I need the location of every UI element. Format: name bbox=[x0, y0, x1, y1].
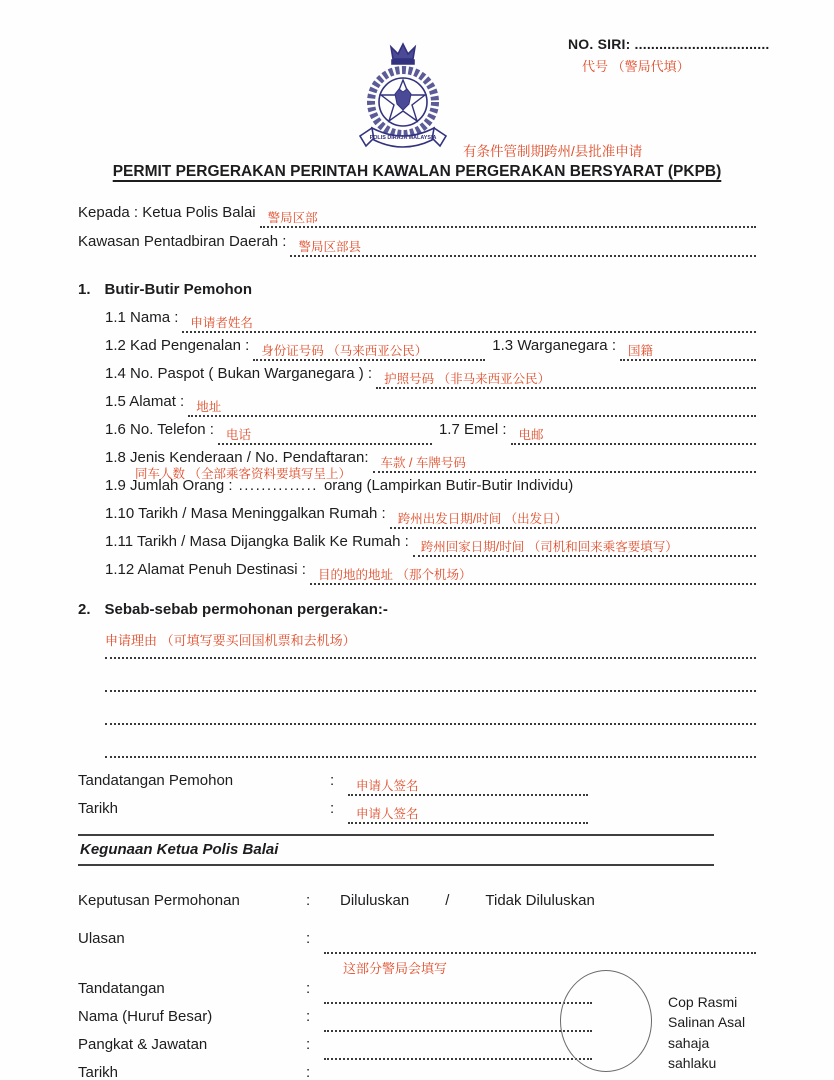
office-section-title: Kegunaan Ketua Polis Balai bbox=[80, 841, 279, 858]
keluar-label: 1.10 Tarikh / Masa Meninggalkan Rumah : bbox=[105, 505, 386, 522]
stamp-caption-line: sahlaku bbox=[668, 1054, 717, 1071]
colon: : bbox=[306, 1064, 311, 1080]
colon: : bbox=[330, 772, 335, 789]
applicant-date-write-line bbox=[348, 807, 588, 824]
applicant-date-label: Tarikh bbox=[78, 800, 119, 817]
reason-write-area bbox=[78, 646, 756, 758]
annotation-paspot: 护照号码 （非马来西亚公民） bbox=[384, 371, 551, 386]
destinasi-write-line bbox=[310, 568, 756, 585]
kad-label: 1.2 Kad Pengenalan : bbox=[105, 337, 250, 354]
form-body bbox=[0, 204, 834, 1080]
office-signature-label: Tandatangan bbox=[78, 980, 165, 997]
annotation-applicant-signature: 申请人签名 bbox=[356, 778, 419, 793]
stamp-caption-line: Cop Rasmi bbox=[668, 994, 738, 1010]
field-row-keluar bbox=[105, 505, 756, 529]
jumlah-dots: .............. bbox=[238, 477, 318, 494]
kepada-write-line bbox=[260, 211, 756, 228]
balik-label: 1.11 Tarikh / Masa Dijangka Balik Ke Rumah : bbox=[105, 533, 409, 550]
office-name-write-line bbox=[324, 1015, 592, 1032]
kawasan-write-line bbox=[290, 240, 756, 257]
stamp-caption bbox=[668, 992, 756, 1073]
field-row-keputusan bbox=[78, 892, 756, 916]
colon: : bbox=[306, 1008, 311, 1025]
annotation-kawasan: 警局区部县 bbox=[298, 239, 361, 254]
kad-write-line bbox=[253, 344, 485, 361]
alamat-label: 1.5 Alamat : bbox=[105, 393, 185, 410]
office-name-label: Nama (Huruf Besar) bbox=[78, 1008, 213, 1025]
ulasan-write-line bbox=[324, 937, 756, 954]
field-row-kawasan bbox=[78, 233, 756, 257]
colon: : bbox=[306, 980, 311, 997]
office-use-block bbox=[78, 980, 756, 1080]
annotation-kepada: 警局区部 bbox=[267, 210, 318, 225]
jumlah-label: 1.9 Jumlah Orang : bbox=[105, 477, 233, 494]
field-row-kepada bbox=[78, 204, 756, 228]
kepada-label: Kepada : Ketua Polis Balai bbox=[78, 204, 256, 221]
office-signature-write-line bbox=[324, 987, 592, 1004]
option-tidak-diluluskan: Tidak Diluluskan bbox=[485, 892, 595, 909]
balik-write-line bbox=[413, 540, 756, 557]
annotation-jumlah: 同车人数 （全部乘客资料要填写呈上） bbox=[135, 467, 351, 481]
office-rank-label: Pangkat & Jawatan bbox=[78, 1036, 208, 1053]
annotation-telefon: 电话 bbox=[225, 427, 251, 442]
keputusan-label: Keputusan Permohonan bbox=[78, 892, 240, 909]
section2-heading bbox=[78, 601, 756, 625]
annotation-balik: 跨州回家日期/时间 （司机和回来乘客要填写） bbox=[420, 539, 678, 554]
keluar-write-line bbox=[390, 512, 756, 529]
annotation-destinasi: 目的地的地址 （那个机场） bbox=[317, 567, 472, 582]
form-title: PERMIT PERGERAKAN PERINTAH KAWALAN PERGERAKAN BERSYARAT (PKPB) bbox=[112, 163, 722, 180]
ulasan-label: Ulasan bbox=[78, 930, 125, 947]
paspot-write-line bbox=[376, 372, 756, 389]
office-section-divider bbox=[78, 834, 714, 866]
section2-number: 2. bbox=[78, 601, 91, 618]
annotation-serial-note: 代号 （警局代填） bbox=[582, 59, 690, 74]
field-row-office-name bbox=[78, 1008, 756, 1032]
annotation-emel: 电邮 bbox=[518, 427, 544, 442]
form-header bbox=[0, 0, 834, 192]
kawasan-label: Kawasan Pentadbiran Daerah : bbox=[78, 233, 287, 250]
field-row-applicant-signature bbox=[78, 772, 756, 796]
annotation-warganegara: 国籍 bbox=[627, 343, 653, 358]
field-row-destinasi bbox=[105, 561, 756, 585]
option-separator: / bbox=[445, 892, 450, 909]
telefon-label: 1.6 No. Telefon : bbox=[105, 421, 214, 438]
section1-number: 1. bbox=[78, 281, 91, 298]
warganegara-label: 1.3 Warganegara : bbox=[492, 337, 616, 354]
office-date-label: Tarikh bbox=[78, 1064, 119, 1080]
annotation-office-note: 这部分警局会填写 bbox=[343, 961, 448, 976]
annotation-nama: 申请者姓名 bbox=[190, 315, 253, 330]
office-rank-write-line bbox=[324, 1043, 592, 1060]
field-row-jumlah bbox=[105, 467, 756, 501]
section1-fields bbox=[78, 309, 756, 585]
reason-write-line bbox=[105, 725, 756, 758]
emel-label: 1.7 Emel : bbox=[438, 421, 507, 438]
official-stamp-circle bbox=[560, 970, 652, 1072]
reason-write-line bbox=[105, 659, 756, 692]
annotation-kad: 身份证号码 （马来西亚公民） bbox=[261, 343, 428, 358]
field-row-nama bbox=[105, 309, 756, 333]
alamat-write-line bbox=[188, 400, 756, 417]
annotation-kenderaan: 车款 / 车牌号码 bbox=[380, 455, 466, 470]
colon: : bbox=[306, 1036, 311, 1053]
field-row-paspot bbox=[105, 365, 756, 389]
field-row-applicant-date bbox=[78, 800, 756, 824]
field-row-office-signature bbox=[78, 980, 756, 1004]
kenderaan-label: 1.8 Jenis Kenderaan / No. Pendaftaran: bbox=[105, 449, 369, 466]
field-row-balik bbox=[105, 533, 756, 557]
kenderaan-write-line bbox=[373, 456, 756, 473]
field-row-office-rank bbox=[78, 1036, 756, 1060]
warganegara-write-line bbox=[620, 344, 756, 361]
field-row-ulasan bbox=[78, 930, 756, 954]
serial-number-label: NO. SIRI: ................................. bbox=[568, 36, 770, 52]
section1-heading bbox=[78, 281, 756, 305]
annotation-alamat: 地址 bbox=[196, 399, 222, 414]
jumlah-suffix: orang (Lampirkan Butir-Butir Individu) bbox=[323, 477, 574, 494]
colon: : bbox=[330, 800, 335, 817]
field-row-office-date bbox=[78, 1064, 756, 1080]
reason-write-line bbox=[105, 692, 756, 725]
colon: : bbox=[306, 892, 311, 909]
stamp-caption-line: Salinan Asal sahaja bbox=[668, 1014, 746, 1051]
annotation-reason: 申请理由 （可填写要买回国机票和去机场） bbox=[105, 633, 356, 648]
field-row-alamat bbox=[105, 393, 756, 417]
crest-banner-text: POLIS DIRAJA MALAYSIA bbox=[369, 135, 437, 141]
annotation-title-note: 有条件管制期跨州/县批准申请 bbox=[463, 144, 643, 159]
telefon-write-line bbox=[218, 428, 432, 445]
option-diluluskan: Diluluskan bbox=[340, 892, 410, 909]
section1-title: Butir-Butir Pemohon bbox=[104, 281, 253, 298]
field-row-kad-warganegara bbox=[105, 337, 756, 361]
emel-write-line bbox=[511, 428, 757, 445]
annotation-applicant-date: 申请人签名 bbox=[356, 806, 419, 821]
serial-number-block bbox=[568, 36, 770, 75]
applicant-signature-label: Tandatangan Pemohon bbox=[78, 772, 234, 789]
destinasi-label: 1.12 Alamat Penuh Destinasi : bbox=[105, 561, 306, 578]
section2-title: Sebab-sebab permohonan pergerakan:- bbox=[104, 601, 388, 618]
paspot-label: 1.4 No. Paspot ( Bukan Warganegara ) : bbox=[105, 365, 373, 382]
annotation-keluar: 跨州出发日期/时间 （出发日） bbox=[397, 511, 568, 526]
field-row-telefon-emel bbox=[105, 421, 756, 445]
office-date-write-line bbox=[324, 1071, 592, 1080]
nama-write-line bbox=[182, 316, 756, 333]
police-crest-logo bbox=[352, 42, 454, 164]
nama-label: 1.1 Nama : bbox=[105, 309, 179, 326]
applicant-signature-write-line bbox=[348, 779, 588, 796]
colon: : bbox=[306, 930, 311, 947]
